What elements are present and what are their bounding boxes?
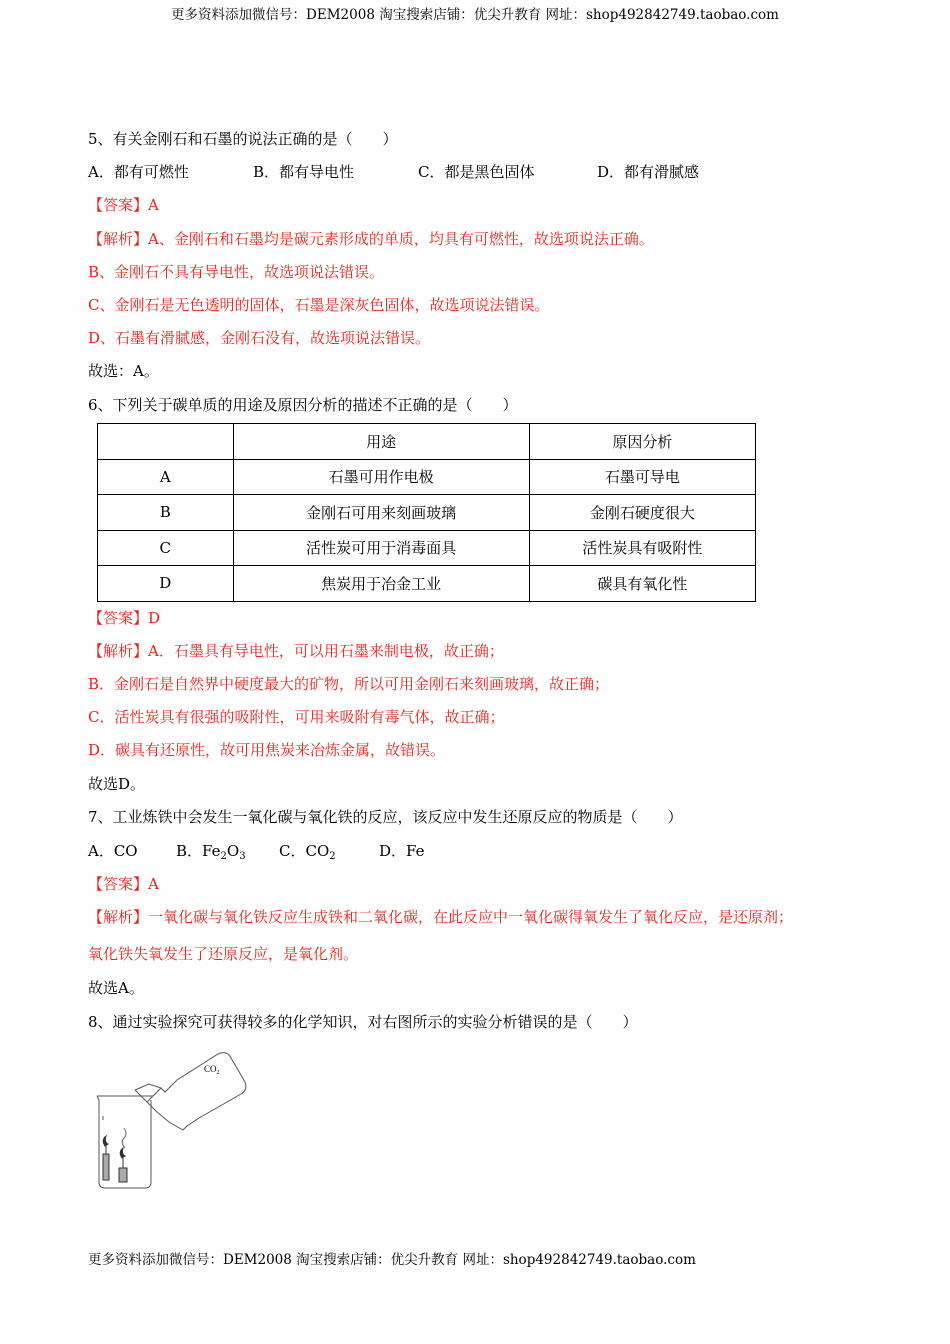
table-row [98,530,756,566]
table-cell: 金刚石硬度很大 [529,495,755,531]
q7-option-b: B．$Fe_2O_3$ [176,842,246,862]
co2-pouring-diagram [95,1042,255,1192]
q7-option-a: A．CO [88,842,138,860]
q6-analysis-line: B．金刚石是自然界中硬度最大的矿物，所以可用金刚石来刻画玻璃，故正确； [88,675,610,693]
candles [103,1128,127,1182]
q5-option-b: B．都有导电性 [253,163,355,181]
table-header-cell: 用途 [233,424,529,460]
table-cell: A [98,459,234,495]
co2-label: $CO_2$ [204,1064,220,1076]
q6-choice: 故选D。 [88,775,146,793]
page-footer: 更多资料添加微信号：DEM2008 淘宝搜索店铺：优尖升教育 网址：shop492842749.taobao.com [88,1252,696,1268]
q5-stem: 5、有关金刚石和石墨的说法正确的是（ ） [88,130,398,148]
table-cell: D [98,566,234,602]
q6-stem: 6、下列关于碳单质的用途及原因分析的描述不正确的是（ ） [88,396,518,414]
q5-analysis-line: 【解析】A、金刚石和石墨均是碳元素形成的单质，均具有可燃性，故选项说法正确。 [88,230,654,248]
q5-analysis-line: B、金刚石不具有导电性，故选项说法错误。 [88,263,385,281]
q7-choice: 故选A。 [88,979,144,997]
table-row [98,459,756,495]
page-header: 更多资料添加微信号：DEM2008 淘宝搜索店铺：优尖升教育 网址：shop492842749.taobao.com [171,7,779,23]
table-cell: 碳具有氧化性 [529,566,755,602]
q7-stem: 7、工业炼铁中会发生一氧化碳与氧化铁的反应，该反应中发生还原反应的物质是（ ） [88,808,683,826]
q7-answer: 【答案】A [88,875,159,893]
table-header-cell [98,424,234,460]
table-cell: 金刚石可用来刻画玻璃 [233,495,529,531]
q5-option-a: A．都有可燃性 [88,163,189,181]
table-header-cell: 原因分析 [529,424,755,460]
q8-stem: 8、通过实验探究可获得较多的化学知识，对右图所示的实验分析错误的是（ ） [88,1013,638,1031]
q6-analysis-line: 【解析】A．石墨具有导电性，可以用石墨来制电极，故正确； [88,642,504,660]
q5-analysis-line: D、石墨有滑腻感，金刚石没有，故选项说法错误。 [88,329,431,347]
q6-table [97,423,756,602]
q5-option-c: C．都是黑色固体 [418,163,535,181]
table-cell: C [98,530,234,566]
table-cell: 石墨可用作电极 [233,459,529,495]
table-cell: 活性炭可用于消毒面具 [233,530,529,566]
table-cell: 活性炭具有吸附性 [529,530,755,566]
q5-option-d: D．都有滑腻感 [597,163,700,181]
q5-analysis-line: C、金刚石是无色透明的固体，石墨是深灰色固体，故选项说法错误。 [88,296,550,314]
experiment-figure [95,1042,255,1196]
gas-bottle [135,1053,246,1130]
q7-options [88,840,488,862]
q5-answer: 【答案】A [88,196,159,214]
q7-analysis-line: 氧化铁失氧发生了还原反应，是氧化剂。 [88,945,359,963]
table-cell: 石墨可导电 [529,459,755,495]
q7-option-c: C．$CO_2$ [279,842,336,862]
table-cell: B [98,495,234,531]
table-cell: 焦炭用于冶金工业 [233,566,529,602]
q5-options [88,161,788,181]
q6-answer: 【答案】D [88,609,161,627]
q6-analysis-line: C．活性炭具有很强的吸附性，可用来吸附有毒气体，故正确； [88,708,505,726]
q6-analysis-line: D．碳具有还原性，故可用焦炭来冶炼金属，故错误。 [88,741,446,759]
table-header-row [98,424,756,460]
table-row [98,566,756,602]
q7-analysis-line: 【解析】一氧化碳与氧化铁反应生成铁和二氧化碳，在此反应中一氧化碳得氧发生了氧化反应，是还原剂； [88,908,794,926]
q5-choice: 故选：A。 [88,362,159,380]
table-row [98,495,756,531]
q7-option-d: D．Fe [379,842,425,860]
